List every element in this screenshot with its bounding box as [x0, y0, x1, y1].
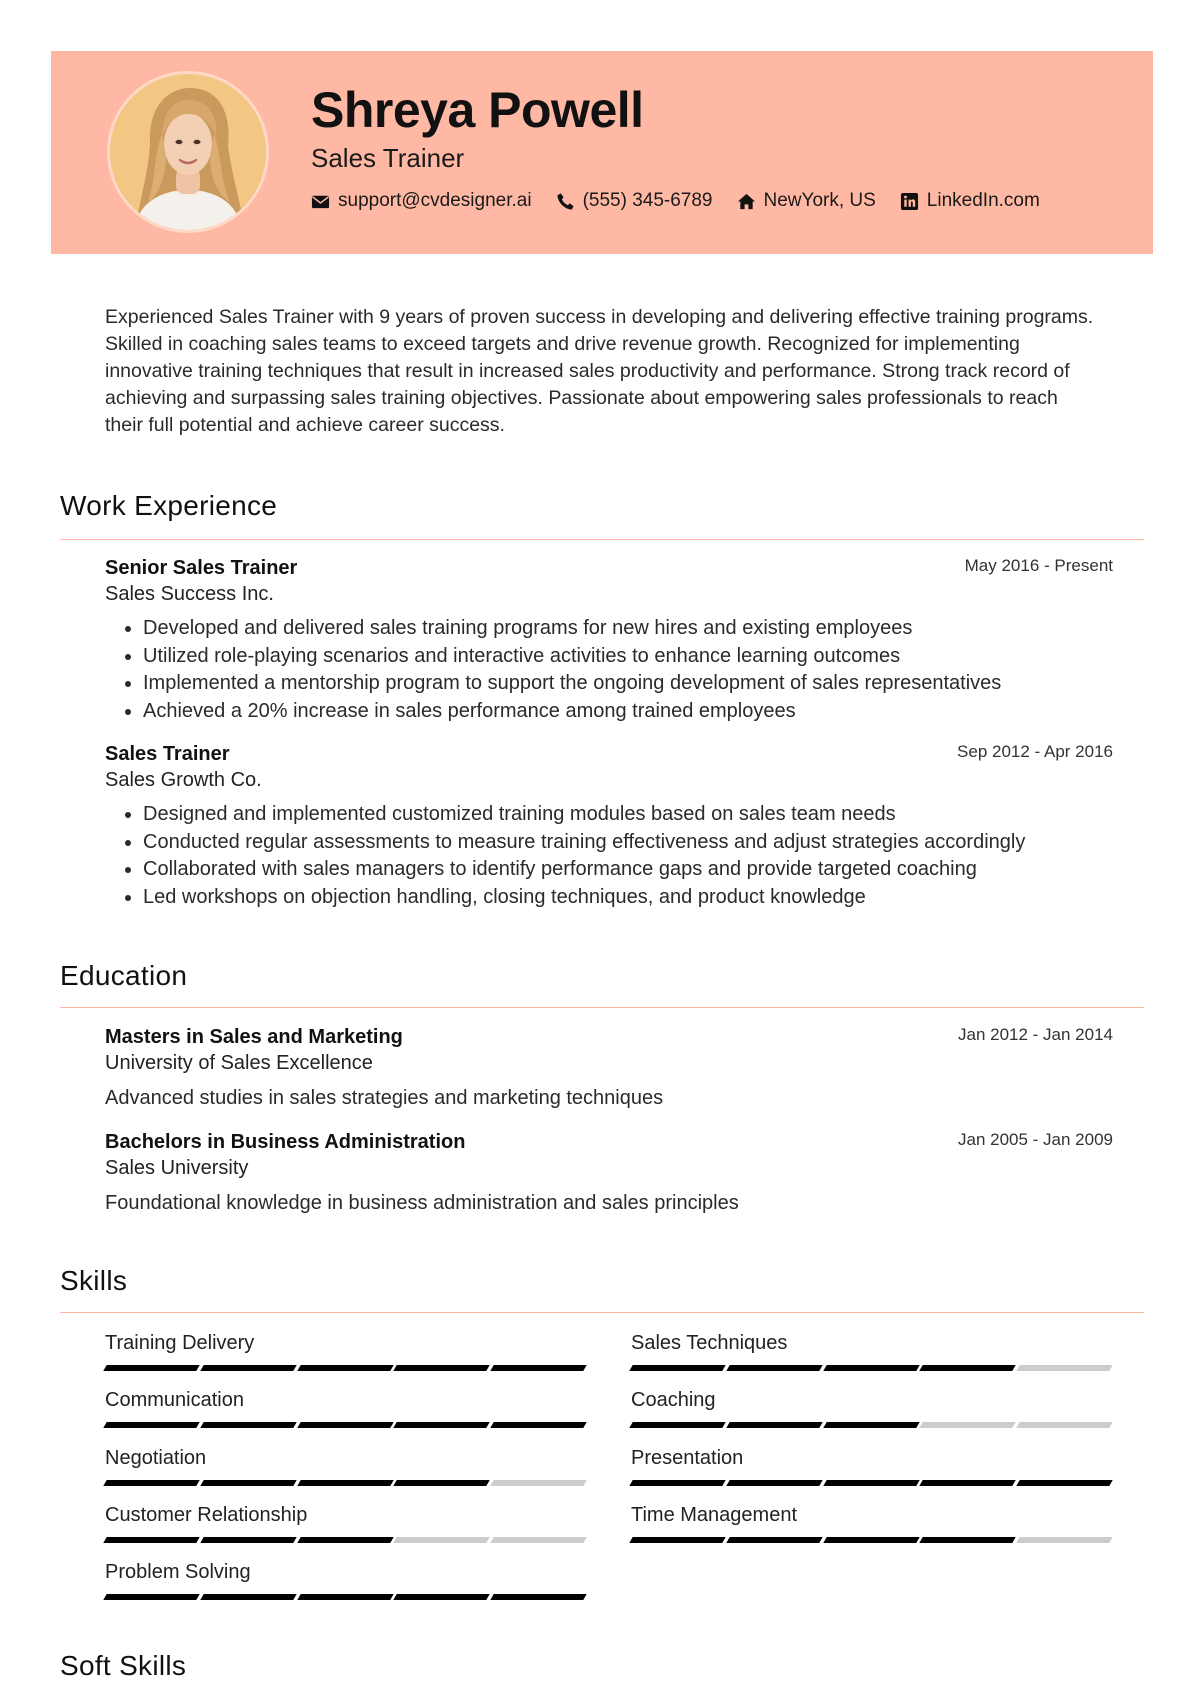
skill-segment-empty [490, 1480, 586, 1486]
skill-item [631, 1445, 1111, 1486]
skill-segment-empty [394, 1537, 490, 1543]
skill-segment-filled [103, 1365, 199, 1371]
job-role: Senior Sales Trainer [105, 557, 298, 579]
skill-item [105, 1330, 585, 1371]
skill-segment-filled [394, 1594, 490, 1600]
section-title-work-experience: Work Experience [60, 490, 278, 521]
skill-level-bar [105, 1594, 585, 1600]
home-icon [737, 192, 756, 211]
professional-summary: Experienced Sales Trainer with 9 years of proven success in developing and delivering effective training programs. Skilled in coaching sales teams to exceed targets and drive revenue growth. Recognized for implementing innovative training techniques that result in increased sales productivity and performance. Strong track record of achieving and surpassing sales training objectives. Passionate about empowering sales professionals to reach their full potential and achieve career success. [105, 306, 1094, 436]
education-description: Advanced studies in sales strategies and marketing techniques [105, 1087, 664, 1109]
contact-linkedin[interactable] [900, 190, 1040, 212]
contact-list [311, 190, 1040, 212]
skill-segment-filled [103, 1480, 199, 1486]
education-description: Foundational knowledge in business administration and sales principles [105, 1192, 739, 1214]
section-title-skills: Skills [60, 1265, 128, 1296]
school-name: Sales University [105, 1157, 249, 1179]
skill-segment-filled [394, 1480, 490, 1486]
contact-email[interactable] [311, 190, 532, 212]
bullet-item: • Utilized role-playing scenarios and interactive activities to enhance learning outcomes [143, 643, 1113, 671]
skill-segment-filled [823, 1422, 919, 1428]
skill-name: Communication [105, 1389, 244, 1411]
skill-segment-filled [629, 1422, 725, 1428]
skill-segment-empty [1016, 1422, 1112, 1428]
skill-item [105, 1387, 585, 1428]
job-bullets [105, 801, 1113, 911]
envelope-icon [311, 192, 330, 211]
skill-segment-filled [629, 1480, 725, 1486]
education-dates: Jan 2005 - Jan 2009 [957, 1130, 1113, 1149]
bullet-item: • Led workshops on objection handling, closing techniques, and product knowledge [143, 884, 1113, 912]
skill-segment-filled [490, 1594, 586, 1600]
skill-segment-filled [394, 1422, 490, 1428]
bullet-item: • Designed and implemented customized training modules based on sales team needs [143, 801, 1113, 829]
skill-segment-filled [920, 1480, 1016, 1486]
bullet-item: • Conducted regular assessments to measure training effectiveness and adjust strategies accordingly [143, 829, 1113, 857]
skill-segment-filled [823, 1537, 919, 1543]
skill-segment-filled [726, 1480, 822, 1486]
job-company: Sales Growth Co. [105, 769, 262, 791]
skill-segment-filled [200, 1594, 296, 1600]
skill-segment-filled [297, 1480, 393, 1486]
skill-segment-filled [726, 1365, 822, 1371]
education-entry [105, 1129, 1113, 1217]
skill-segment-filled [200, 1365, 296, 1371]
phone-text: (555) 345-6789 [582, 190, 713, 211]
skill-level-bar [631, 1537, 1111, 1543]
skill-name: Training Delivery [105, 1332, 255, 1354]
skill-item [631, 1387, 1111, 1428]
skill-segment-filled [920, 1365, 1016, 1371]
skill-segment-filled [297, 1537, 393, 1543]
skill-item [105, 1445, 585, 1486]
degree-name: Masters in Sales and Marketing [105, 1026, 403, 1048]
section-divider [60, 1312, 1144, 1313]
section-divider [60, 1007, 1144, 1008]
skill-segment-filled [394, 1365, 490, 1371]
skill-segment-filled [726, 1537, 822, 1543]
skill-name: Sales Techniques [631, 1332, 788, 1354]
skill-level-bar [105, 1365, 585, 1371]
skill-segment-filled [200, 1480, 296, 1486]
education-dates: Jan 2012 - Jan 2014 [957, 1025, 1113, 1044]
skill-name: Customer Relationship [105, 1504, 308, 1526]
degree-name: Bachelors in Business Administration [105, 1131, 466, 1153]
skill-name: Negotiation [105, 1447, 207, 1469]
location-text: NewYork, US [763, 190, 876, 211]
skill-segment-filled [103, 1422, 199, 1428]
skill-segment-filled [629, 1365, 725, 1371]
skill-segment-filled [920, 1537, 1016, 1543]
skill-segment-filled [200, 1422, 296, 1428]
skill-segment-filled [200, 1537, 296, 1543]
skill-item [631, 1502, 1111, 1543]
skill-level-bar [631, 1365, 1111, 1371]
skill-segment-empty [490, 1537, 586, 1543]
experience-entry [105, 741, 1113, 911]
skill-segment-empty [920, 1422, 1016, 1428]
experience-entry [105, 555, 1113, 725]
candidate-title: Sales Trainer [311, 143, 465, 173]
job-bullets [105, 615, 1113, 725]
skill-segment-filled [629, 1537, 725, 1543]
skill-level-bar [631, 1480, 1111, 1486]
skill-segment-filled [103, 1594, 199, 1600]
skill-segment-filled [726, 1422, 822, 1428]
job-dates: Sep 2012 - Apr 2016 [957, 742, 1113, 761]
skill-segment-filled [823, 1480, 919, 1486]
bullet-item: • Achieved a 20% increase in sales performance among trained employees [143, 698, 1113, 726]
skill-segment-filled [490, 1365, 586, 1371]
skill-item [631, 1330, 1111, 1371]
candidate-name: Shreya Powell [311, 82, 644, 138]
skill-level-bar [105, 1422, 585, 1428]
education-entry [105, 1024, 1113, 1112]
skill-segment-filled [823, 1365, 919, 1371]
email-text: support@cvdesigner.ai [338, 190, 532, 211]
profile-header [51, 51, 1153, 254]
skill-name: Coaching [631, 1389, 716, 1411]
skill-item [105, 1559, 585, 1600]
skill-name: Presentation [631, 1447, 744, 1469]
linkedin-icon [900, 192, 919, 211]
skill-segment-filled [1016, 1480, 1112, 1486]
school-name: University of Sales Excellence [105, 1052, 373, 1074]
linkedin-text: LinkedIn.com [926, 190, 1040, 211]
skill-level-bar [105, 1480, 585, 1486]
bullet-item: • Implemented a mentorship program to support the ongoing development of sales representatives [143, 670, 1113, 698]
skill-level-bar [105, 1537, 585, 1543]
contact-phone[interactable] [556, 190, 713, 212]
skill-segment-filled [103, 1537, 199, 1543]
contact-location [737, 190, 876, 212]
job-dates: May 2016 - Present [964, 556, 1113, 575]
section-title-soft-skills: Soft Skills [60, 1650, 187, 1681]
skill-segment-filled [297, 1422, 393, 1428]
bullet-item: • Developed and delivered sales training programs for new hires and existing employees [143, 615, 1113, 643]
skill-segment-filled [297, 1365, 393, 1371]
phone-icon [556, 192, 575, 211]
skill-level-bar [631, 1422, 1111, 1428]
job-role: Sales Trainer [105, 743, 230, 765]
job-company: Sales Success Inc. [105, 583, 274, 605]
section-divider [60, 539, 1144, 540]
profile-photo [110, 74, 266, 230]
skill-segment-filled [297, 1594, 393, 1600]
skill-name: Problem Solving [105, 1561, 251, 1583]
skill-item [105, 1502, 585, 1543]
section-title-education: Education [60, 960, 188, 991]
skill-segment-empty [1016, 1365, 1112, 1371]
bullet-item: • Collaborated with sales managers to identify performance gaps and provide targeted coaching [143, 856, 1113, 884]
skill-segment-empty [1016, 1537, 1112, 1543]
skill-segment-filled [490, 1422, 586, 1428]
skill-name: Time Management [631, 1504, 797, 1526]
